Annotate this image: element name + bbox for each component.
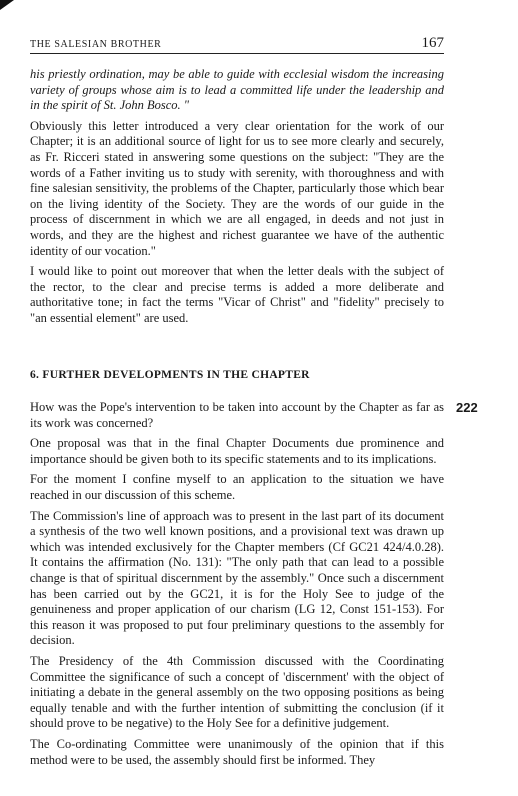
body-text [30,67,478,773]
paragraph: Obviously this letter introduced a very clear orientation for the work of our Chapter; it is an additional source of light for us to see more clearly and securely, as Fr. Ricceri stated in answering some questions on the subject: "They are the words of a Father inviting us to study with serenity, with thoroughness and with fine salesian sensitivity, the problems of the Chapter, particularly those which bear on the living identity of the Society. They are the words of our guide in the process of discernment in which we are all engaged, in deeds and not just in words, and they are the highest and richest guarantee we have of the authentic identity of our vocation." [30,118,444,258]
margin-paragraph-number: 222 [456,400,478,416]
paragraph: One proposal was that in the final Chapter Documents due prominence and importance should be given both to its specific statements and to its implications. [30,436,444,466]
page-number: 167 [421,35,444,51]
paragraph: The Commission's line of approach was to present in the last part of its document a synthesis of the two well known positions, and a provisional text was drawn up which was intended exclusively for the Chapter members (Cf GC21 424/4.0.28). It contains the affirmation (No. 131): "The only path that can lead to a possible change is that of spiritual discernment by the assembly." Once such a discernment has been carried out by the GC21, it is for the Holy See to judge of the genuineness and proper application of our charism (LG 12, Const 151-153). For this reason it was proposed to put four preliminary questions to the assembly for decision. [30,508,444,648]
scan-corner-mark [0,0,14,10]
quoted-paragraph: his priestly ordination, may be able to guide with ecclesial wisdom the increasing variety of groups whose aim is to lead a committed life under the leadership and in the spirit of St. John Bosco. " [30,67,444,113]
section-heading: 6. FURTHER DEVELOPMENTS IN THE CHAPTER [30,368,310,381]
paragraph: How was the Pope's intervention to be taken into account by the Chapter as far as its work was concerned? [30,400,444,430]
paragraph-with-margin-number [30,400,478,431]
running-head [30,33,444,54]
paragraph: I would like to point out moreover that when the letter deals with the subject of the rector, to the clear and precise terms is added a more deliberate and authoritative tone; in fact the terms "Vicar of Christ" and "fidelity" precisely to "an essential element" are used. [30,264,444,325]
running-title: THE SALESIAN BROTHER [30,39,162,50]
paragraph: For the moment I confine myself to an application to the situation we have reached in our discussion of this scheme. [30,472,444,503]
paragraph: The Presidency of the 4th Commission discussed with the Coordinating Committee the significance of such a concept of 'discernment' with the object of initiating a debate in the general assembly on the two opposing positions as being equally tenable and with the further intention of submitting the conclusion (if it should prove to be negative) to the Holy See for a definitive judgement. [30,654,444,731]
paragraph: The Co-ordinating Committee were unanimously of the opinion that if this method were to be used, the assembly should first be informed. They [30,736,444,767]
